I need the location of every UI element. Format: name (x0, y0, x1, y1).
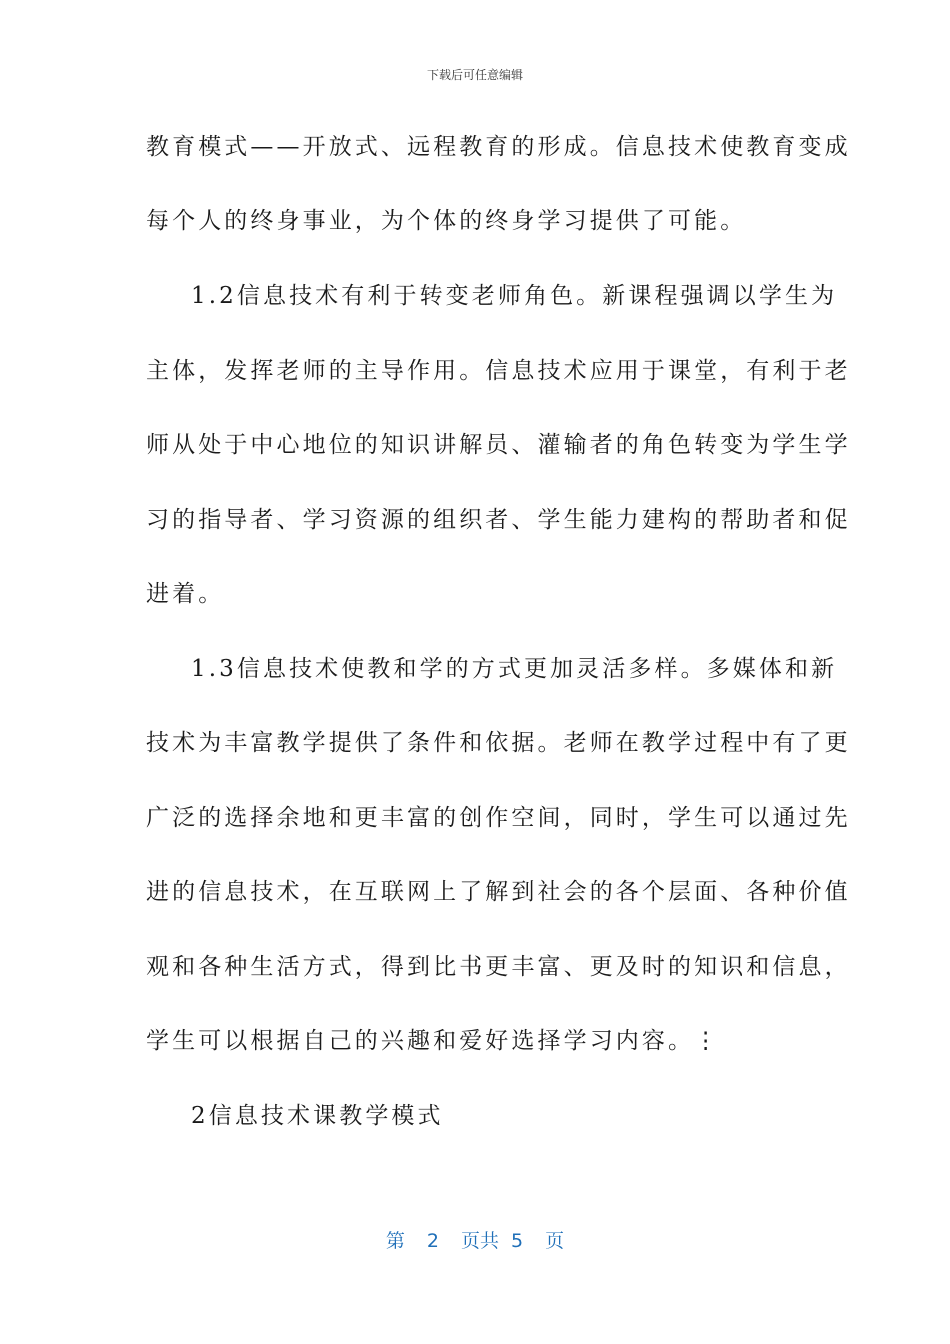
footer-prefix: 第 (385, 1230, 405, 1252)
text-line: 学生可以根据自己的兴趣和爱好选择学习内容。⋮ (146, 1028, 721, 1054)
total-page-number: 5 (511, 1230, 524, 1252)
text-line: 观和各种生活方式，得到比书更丰富、更及时的知识和信息， (146, 954, 851, 980)
text-line: 1.3信息技术使教和学的方式更加灵活多样。多媒体和新 (191, 656, 838, 682)
text-line: 主体，发挥老师的主导作用。信息技术应用于课堂，有利于老 (146, 358, 851, 384)
text-line: 技术为丰富教学提供了条件和依据。老师在教学过程中有了更 (146, 730, 851, 756)
current-page-number: 2 (426, 1230, 439, 1252)
text-line: 1.2信息技术有利于转变老师角色。新课程强调以学生为 (191, 283, 838, 309)
text-line: 进着。 (146, 581, 225, 607)
text-line: 习的指导者、学习资源的组织者、学生能力建构的帮助者和促 (146, 507, 851, 533)
text-line: 每个人的终身事业，为个体的终身学习提供了可能。 (146, 208, 747, 234)
text-line: 广泛的选择余地和更丰富的创作空间，同时，学生可以通过先 (146, 805, 851, 831)
text-line: 教育模式——开放式、远程教育的形成。信息技术使教育变成 (146, 134, 851, 160)
page-header: 下载后可任意编辑 (426, 68, 523, 82)
text-line: 进的信息技术，在互联网上了解到社会的各个层面、各种价值 (146, 879, 851, 905)
section-heading: 2信息技术课教学模式 (191, 1103, 444, 1129)
text-line: 师从处于中心地位的知识讲解员、灌输者的角色转变为学生学 (146, 432, 851, 458)
footer-suffix: 页 (545, 1230, 565, 1252)
footer-middle: 页共 (460, 1230, 499, 1252)
page-footer (0, 1226, 950, 1253)
